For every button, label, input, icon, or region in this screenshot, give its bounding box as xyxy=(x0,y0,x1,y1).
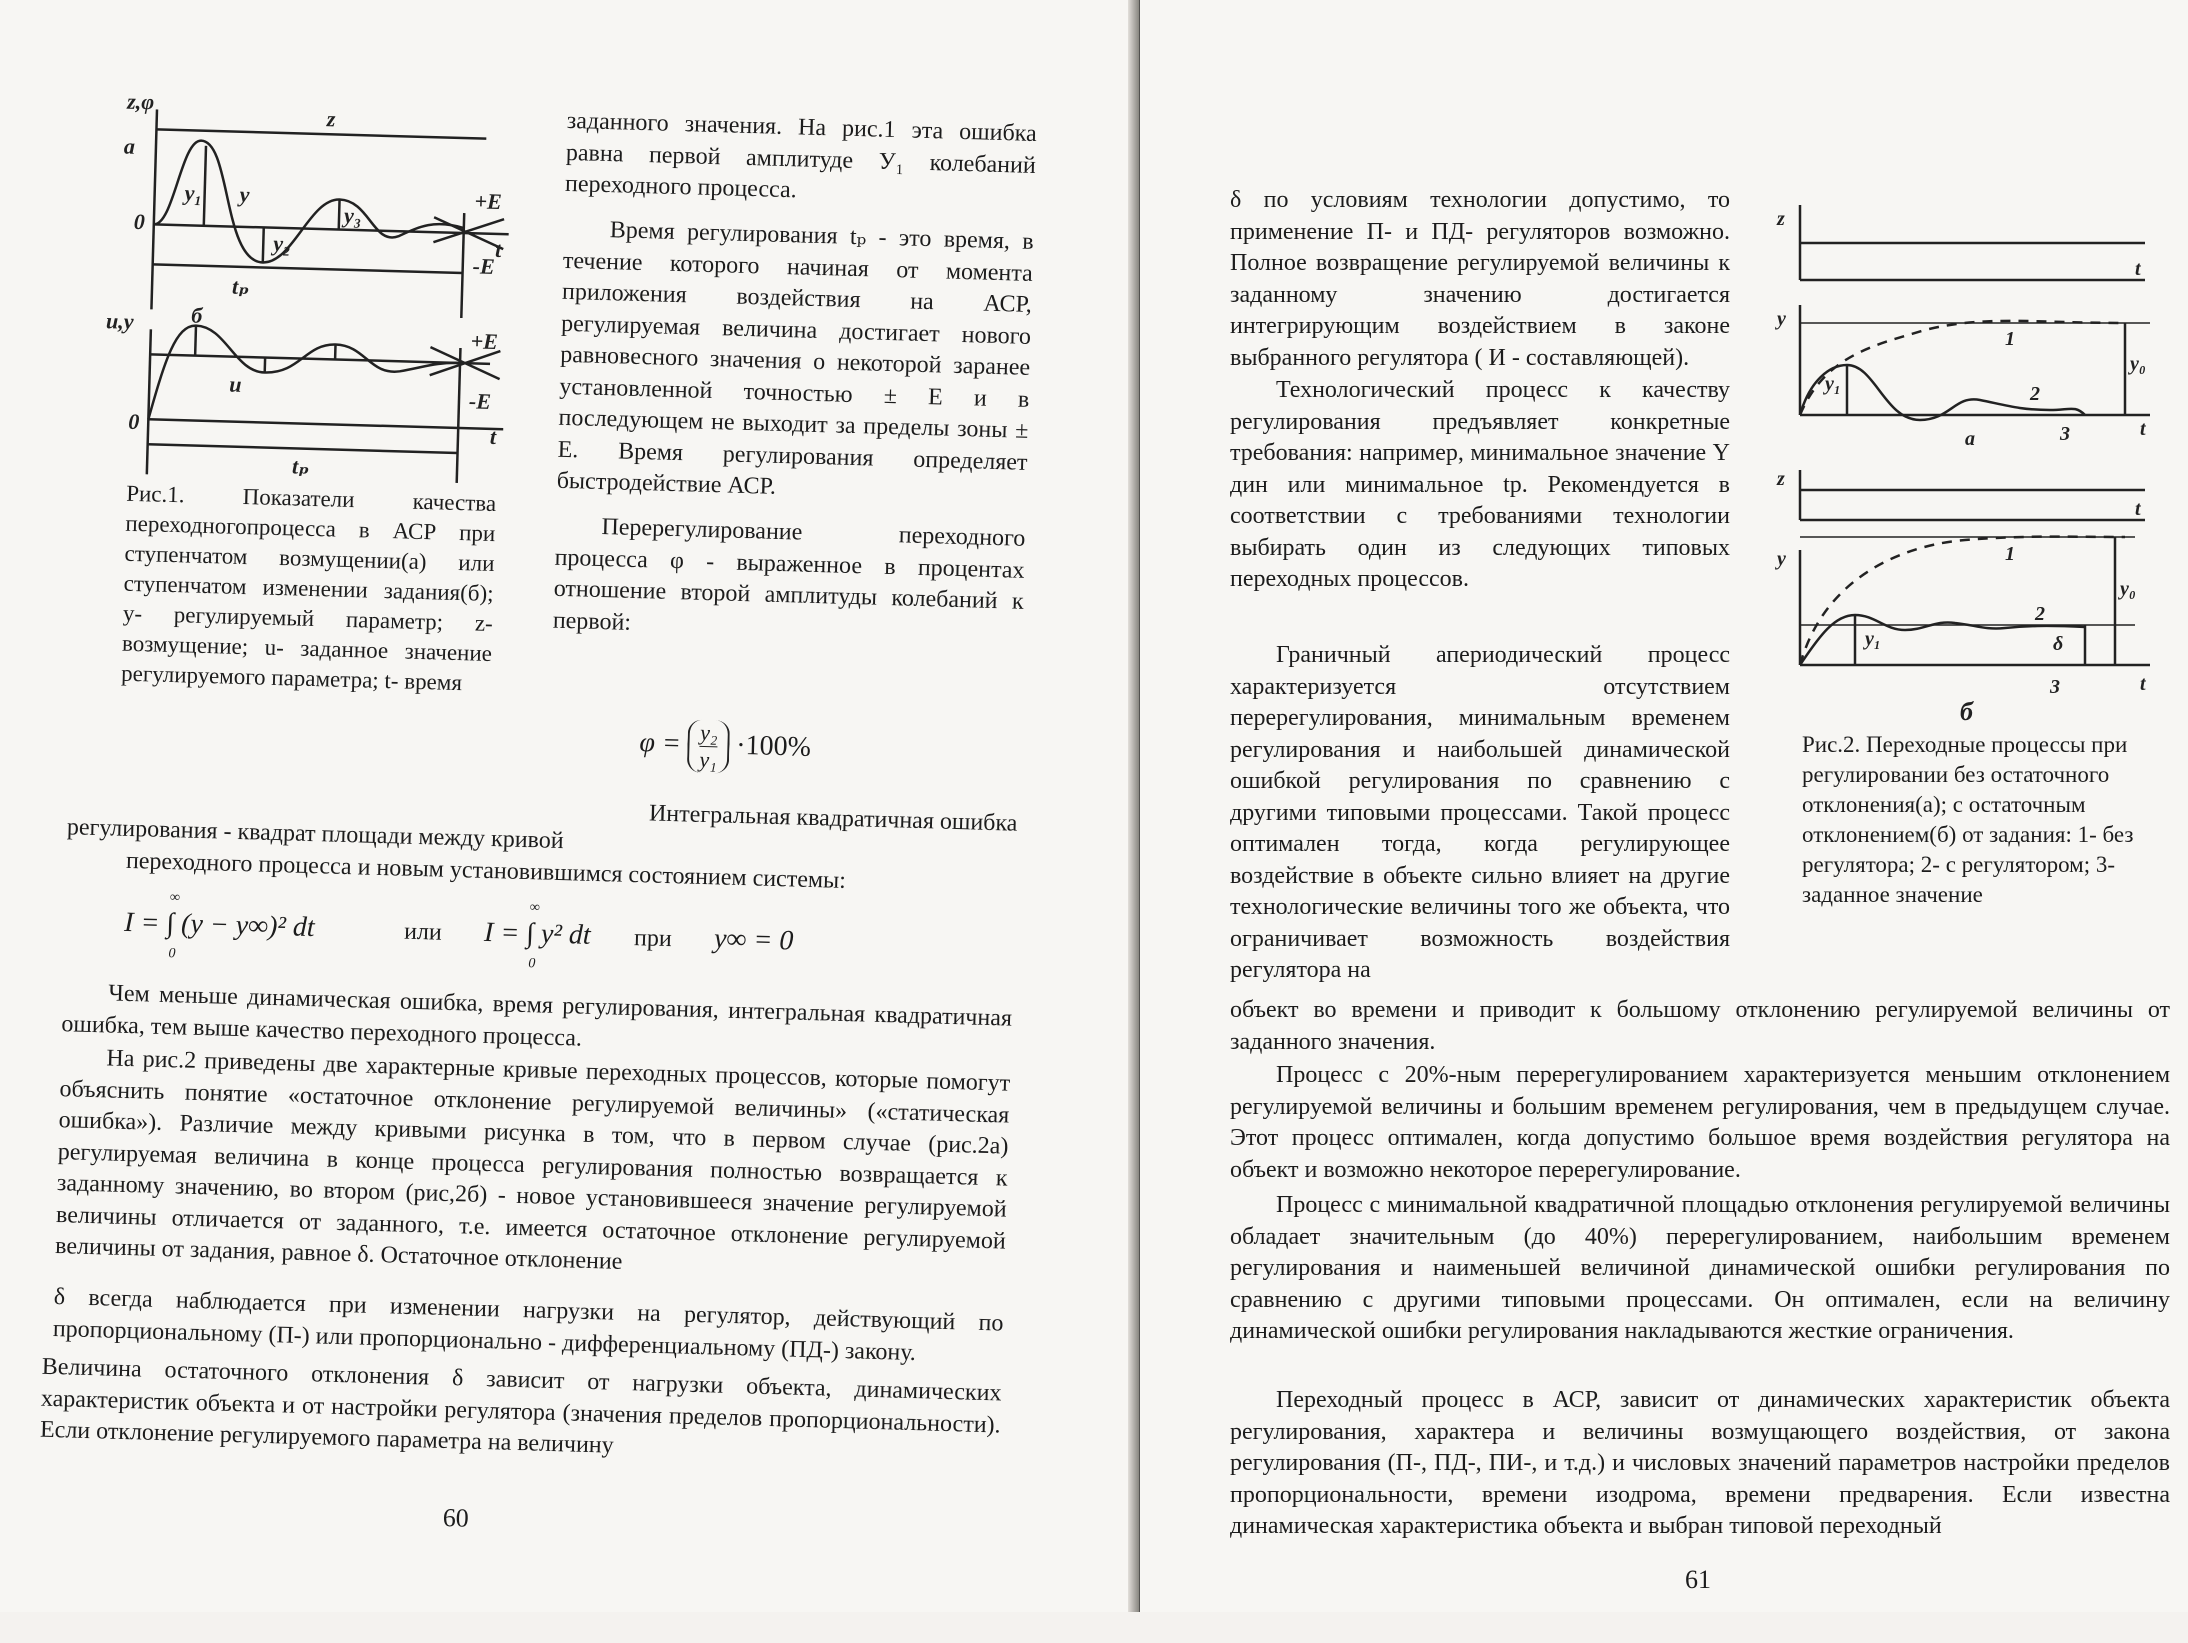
formula-integral-part2: I = ∫ y² dt xyxy=(484,917,591,952)
formula-integral-part1: I = ∫ (y − y∞)² dt xyxy=(124,907,315,944)
fig1-label-y3: у₃ xyxy=(341,203,362,229)
formula-integral-lim-top-1: ∞ xyxy=(170,890,180,906)
left-page-number: 60 xyxy=(442,1503,469,1534)
fig2-label-3-b: 3 xyxy=(2049,676,2060,698)
right-paragraph-5: Процесс с минимальной квадратичной площадью отклонения регулируемой величины обладает значительным (до 40%) перерегулированием, наибольшим временем регулирования и наименьшей величиной динамической ошибки регулирования по сравнению с другими типовыми процессами. Он оптимален, если на величину динамической ошибки регулирования накладываются жесткие ограничения. xyxy=(1230,1190,2170,1348)
fig1-label-y1: у₁ xyxy=(181,180,202,206)
fig2-label-t-a: t xyxy=(2140,418,2147,440)
fig2-label-panel-a: а xyxy=(1965,428,1975,450)
right-paragraph-4: Процесс с 20%-ным перерегулированием характеризуется меньшим отклонением регулируемой величины и большим временем регулирования, чем в предыдущем случае. Этот процесс оптимален, когда допустимо большое время воздействия регулятора на объект и возможно некоторое перерегулирование. xyxy=(1230,1060,2170,1186)
fig1-label-z: z xyxy=(325,106,336,131)
formula-phi xyxy=(639,718,812,776)
right-paragraph-3: Граничный апериодический процесс характеризуется отсутствием перерегулирования, минимальным временем регулирования и наибольшей динамической ошибкой регулирования по сравнению с другими типовыми процессами. Такой процесс оптимален тогда, когда регулирующее воздействие в объекте сильно влияет на другие технологические величины того же объекта, что ограничивает возможность воздействия регулятора на xyxy=(1230,640,1730,987)
fig1-label-minus-e-b: -Е xyxy=(469,388,492,414)
integral-text-b: регулирования - квадрат площади между кривой xyxy=(66,812,1017,870)
paragraph-quality: Чем меньше динамическая ошибка, время регулирования, интегральная квадратичная ошибка, тем выше качество переходного процесса. xyxy=(61,977,1012,1067)
fig2-label-delta: δ xyxy=(2053,633,2063,655)
fig2-label-z-a: z xyxy=(1776,208,1785,230)
fig1-label-y2: у₂ xyxy=(270,231,291,257)
fig2-label-t-zb: t xyxy=(2135,498,2142,520)
left-col-paragraph-2: Время регулирования tₚ - это время, в течение которого начиная от момента приложения воздействия на АСР, регулируемая величина достигает нового равновесного значения о некоторой заранее установленной точностью ± Е и в последующем не выходит за пределы зоны ± Е. Время регулирования определяет быстродействие АСР. xyxy=(556,214,1034,511)
formula-phi-lhs: φ = xyxy=(639,727,681,759)
formula-integral-part3: y∞ = 0 xyxy=(714,923,794,957)
right-paragraph-6: Переходный процесс в АСР, зависит от динамических характеристик объекта регулирования, характера и величины возмущающего воздействия, от закона регулирования (П-, ПД-, ПИ-, и т.д.) и числовых значений параметров настройки пределов пропорциональности, времени изодрома, времени предварения. Если известна динамическая характеристика объекта и выбран типовой переходный xyxy=(1230,1385,2170,1543)
left-col-paragraph-1: заданного значения. На рис.1 эта ошибка равна первой амплитуде У₁ колебаний переходного процесса. xyxy=(565,106,1037,214)
paragraph-fig2: На рис.2 приведены две характерные кривые переходных процессов, которые помогут объяснить понятие «остаточное отклонение регулируемой величины» («статическая ошибка»). Различие между кривыми рисунка в том, что в первом случае (рис.2а) регулируемая величина в конце процесса регулирования полностью возвращается к заданному значению, во втором (рис,2б) - новое установившееся значение регулируемой величины отличается от заданного, т.е. имеется остаточное отклонение регулируемой величины от задания, равное δ. Остаточное отклонение xyxy=(55,1042,1011,1289)
fig1-label-top-axis: z,φ xyxy=(126,89,155,115)
left-col-paragraph-3: Перерегулирование переходного процесса φ - выраженное в процентах отношение второй амплитуды колебаний к первой: xyxy=(552,511,1025,650)
fig1-label-y: у xyxy=(236,182,250,207)
integral-text-c: переходного процесса и новым установившимся состоянием системы: xyxy=(126,846,1017,902)
right-paragraph-1: δ по условиям технологии допустимо, то применение П- и ПД- регуляторов возможно. Полное возвращение регулируемой величины к заданному значению достигается интегрирующим воздействием в законе выбранного регулятора ( И - составляющей). xyxy=(1230,185,1730,374)
formula-integral-or: или xyxy=(404,919,442,947)
fig1-label-t-b: t xyxy=(490,424,498,449)
fig1-label-tp-b: tₚ xyxy=(292,453,310,478)
fig2-label-y-b: y xyxy=(1775,548,1786,570)
fig1-label-minus-e: -Е xyxy=(472,253,495,279)
right-page-number: 61 xyxy=(1685,1565,1711,1595)
formula-phi-numerator: y₂ xyxy=(700,720,718,747)
fig2-label-3-a: 3 xyxy=(2059,423,2070,445)
fig1-label-zero: 0 xyxy=(134,209,146,234)
fig1-label-zero-b: 0 xyxy=(128,409,140,434)
integral-text-a: Интегральная квадратичная ошибка xyxy=(597,797,1018,840)
formula-integral-when: при xyxy=(634,925,672,953)
fig2-label-1-a: 1 xyxy=(2005,328,2015,350)
fig2-label-1-b: 1 xyxy=(2005,543,2015,565)
fig2-label-z-b: z xyxy=(1776,468,1785,490)
figure-1-caption: Рис.1. Показатели качества переходногопроцесса в АСР при ступенчатом возмущении(а) или ступенчатом изменении задания(б); у- регулируемый параметр; z- возмущение; u- заданное значение регулируемого параметра; t- время xyxy=(121,479,497,699)
formula-phi-rhs: ·100% xyxy=(736,730,811,763)
formula-phi-denominator: y₁ xyxy=(699,747,717,773)
paragraph-size: Величина остаточного отклонения δ зависит от нагрузки объекта, динамических характеристик объекта и от настройки регулятора (значения пределов пропорциональности). Если отклонение регулируемого параметра на величину xyxy=(40,1352,1002,1473)
fig1-label-plus-e-b: +Е xyxy=(470,328,498,354)
fig1-label-bottom-axis: u,y xyxy=(106,308,134,334)
right-paragraph-2: Технологический процесс к качеству регулирования предъявляет конкретные требования: например, минимальное значение Y дин или минимальное tр. Рекомендуется в соответствии с требованиями технологии выбирать один из следующих типовых переходных процессов. xyxy=(1230,375,1730,596)
fig1-label-plus-e: +Е xyxy=(474,188,502,214)
fig2-label-y0-a: y₀ xyxy=(2128,353,2146,375)
right-page xyxy=(1140,0,2188,1612)
figure-1 xyxy=(127,99,517,489)
fig2-label-y-a: y xyxy=(1775,308,1786,330)
formula-integral-lim-bottom-1: 0 xyxy=(168,946,175,962)
formula-integral-lim-top-2: ∞ xyxy=(530,900,540,916)
fig2-label-y1-a: y₁ xyxy=(1823,373,1841,395)
fig1-label-u: u xyxy=(229,372,242,397)
formula-integral-lim-bottom-2: 0 xyxy=(528,956,535,972)
fig2-label-2-b: 2 xyxy=(2034,603,2045,625)
fig2-label-y0-b: y₀ xyxy=(2118,578,2136,600)
fig1-label-t: t xyxy=(495,237,503,262)
right-paragraph-3-continued: объект во времени и приводит к большому отклонению регулируемой величины от заданного значения. xyxy=(1230,995,2170,1058)
fig2-label-panel-b: б xyxy=(1960,697,1974,726)
fig2-label-y1-b: y₁ xyxy=(1863,628,1881,650)
figure-2-caption: Рис.2. Переходные процессы при регулировании без остаточного отклонения(а); с остаточным отклонением(б) от задания: 1- без регулятора; 2- с регулятором; 3- заданное значение xyxy=(1802,730,2157,910)
fig1-label-a: а xyxy=(124,134,136,159)
fig1-label-tp: tₚ xyxy=(232,274,250,299)
fig2-label-t-b: t xyxy=(2140,673,2147,695)
fig2-label-2-a: 2 xyxy=(2029,383,2040,405)
figure-2 xyxy=(1785,205,2165,725)
fig2-label-t-za: t xyxy=(2135,258,2142,280)
fig1-label-b: б xyxy=(191,302,204,327)
paragraph-delta: δ всегда наблюдается при изменении нагрузки на регулятор, действующий по пропорциональному (П-) или пропорционально - дифференциальному (ПД-) закону. xyxy=(52,1282,1003,1372)
